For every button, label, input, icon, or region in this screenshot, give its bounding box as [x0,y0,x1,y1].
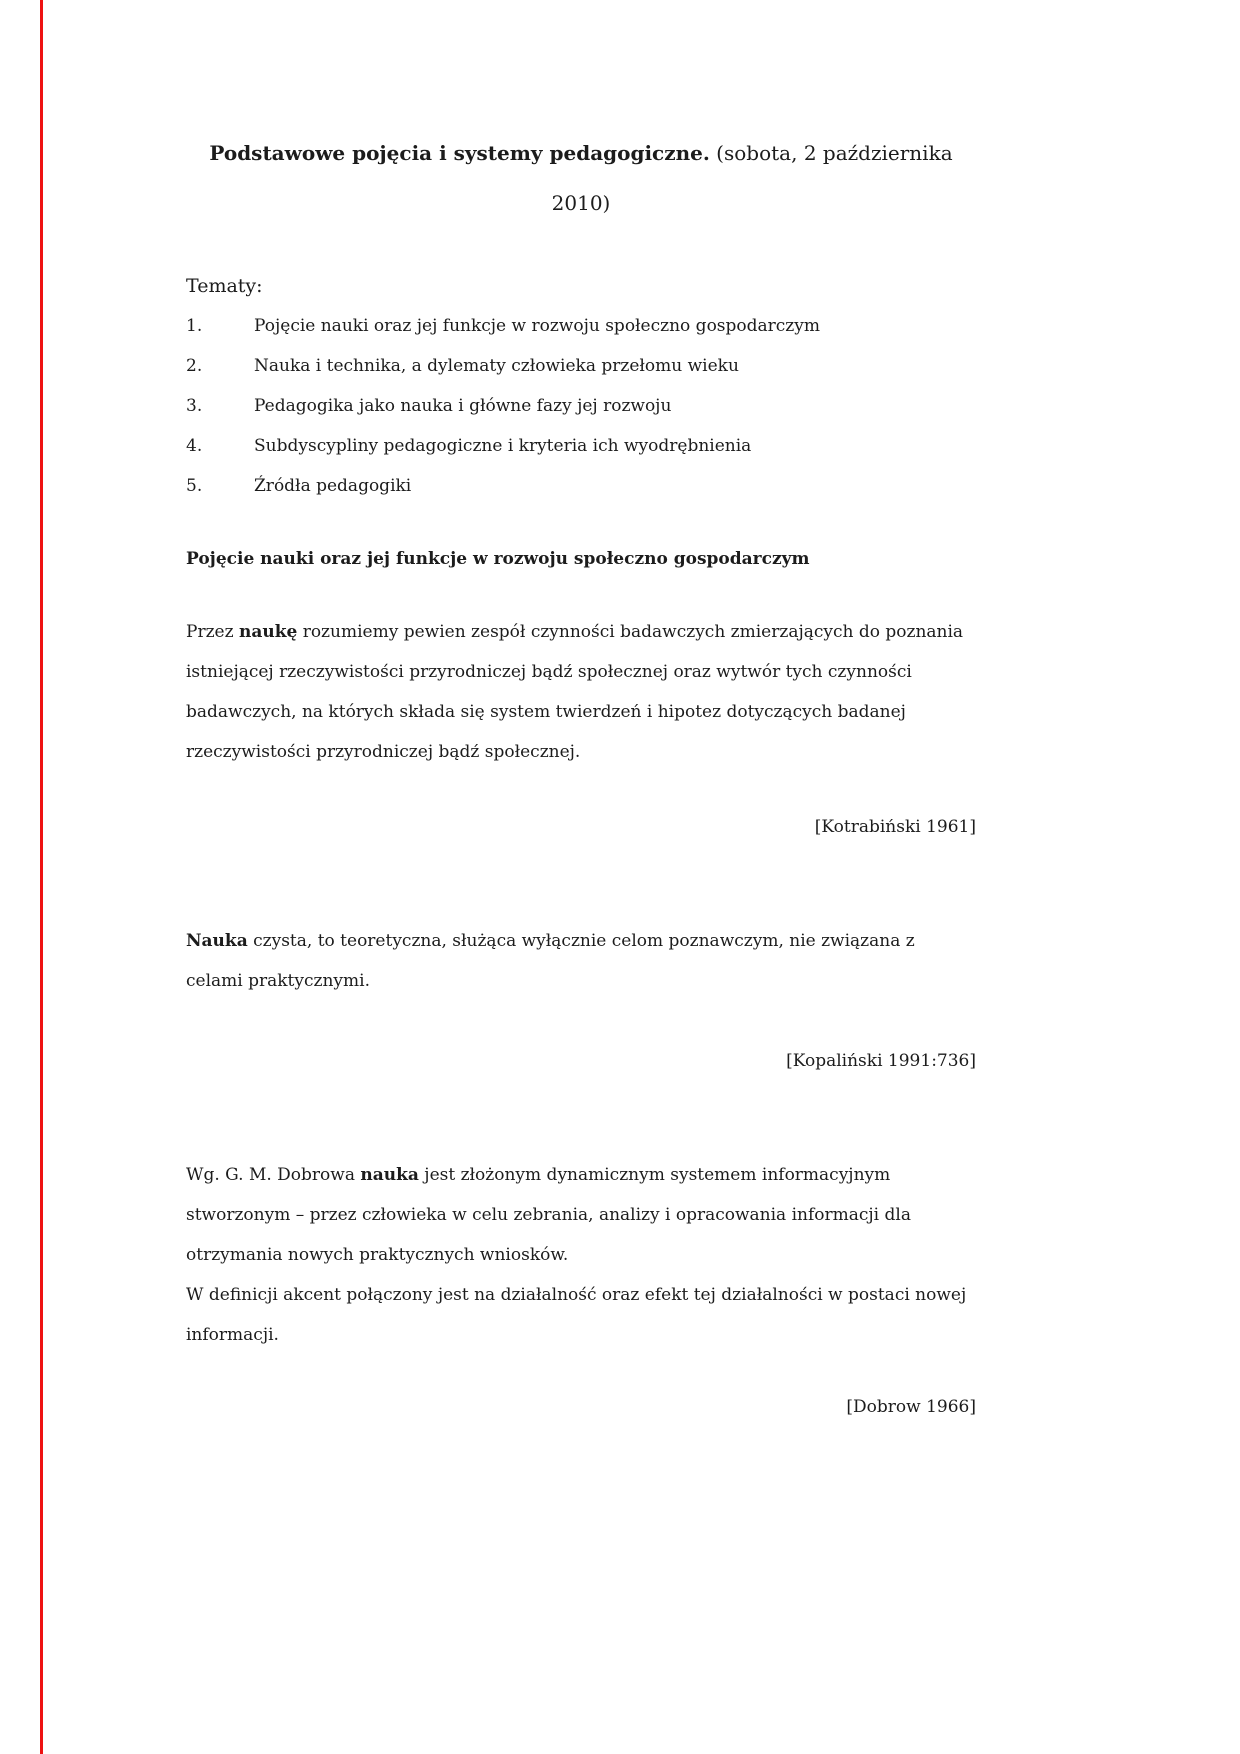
list-item-number: 3. [186,396,203,416]
paragraph-nauka-czysta [186,921,976,1001]
left-margin-line [40,0,43,1754]
list-item-number: 1. [186,316,203,336]
paragraph-text: Wg. G. M. Dobrowa [186,1165,361,1185]
page-title-date: (sobota, 2 października 2010) [551,141,953,215]
paragraph-text-block [186,1155,976,1275]
section-heading: Pojęcie nauki oraz jej funkcje w rozwoju społeczno gospodarczym [186,549,810,569]
paragraph-text-block: W definicji akcent połączony jest na działalność oraz efekt tej działalności w postaci nowej informacji. [186,1285,967,1345]
list-item-number: 4. [186,436,203,456]
paragraph-text: Przez [186,622,239,642]
citation-kotrabinski: [Kotrabiński 1961] [814,817,976,837]
paragraph-dobrow [186,1155,976,1355]
list-item-number: 5. [186,476,203,496]
topics-heading: Tematy: [186,275,263,297]
document-content [186,0,976,1427]
paragraph-text: czysta, to teoretyczna, służąca wyłącznie celom poznawczym, nie związana z celami praktycznymi. [186,931,915,991]
list-item [186,306,976,346]
list-item-label: Subdyscypliny pedagogiczne i kryteria ich wyodrębnienia [254,436,752,456]
topics-list [186,306,976,506]
paragraph-text: jest złożonym dynamicznym systemem informacyjnym stworzonym – przez człowieka w celu zebrania, analizy i opracowania informacji dla otrzymania nowych praktycznych wniosków. [186,1165,911,1265]
list-item-label: Nauka i technika, a dylematy człowieka przełomu wieku [254,356,739,376]
list-item [186,346,976,386]
list-item-number: 2. [186,356,203,376]
list-item-label: Pojęcie nauki oraz jej funkcje w rozwoju społeczno gospodarczym [254,316,820,336]
citation-dobrow: [Dobrow 1966] [846,1397,976,1417]
page-title [186,128,976,228]
list-item [186,426,976,466]
paragraph-bold-term: Nauka [186,931,248,951]
paragraph-text: rozumiemy pewien zespół czynności badawczych zmierzających do poznania istniejącej rzeczywistości przyrodniczej bądź społecznej oraz wytwór tych czynności badawczych, na których składa się system twierdzeń i hipotez dotyczących badanej rzeczywistości przyrodniczej bądź społecznej. [186,622,964,762]
paragraph-bold-term: nauka [360,1165,419,1185]
list-item-label: Pedagogika jako nauka i główne fazy jej rozwoju [254,396,672,416]
list-item [186,386,976,426]
paragraph-definition-nauka [186,612,976,772]
list-item [186,466,976,506]
page-title-bold: Podstawowe pojęcia i systemy pedagogiczne. [209,141,710,165]
list-item-label: Źródła pedagogiki [254,476,412,496]
paragraph-bold-term: naukę [238,622,298,642]
citation-kopalinski: [Kopaliński 1991:736] [786,1051,976,1071]
